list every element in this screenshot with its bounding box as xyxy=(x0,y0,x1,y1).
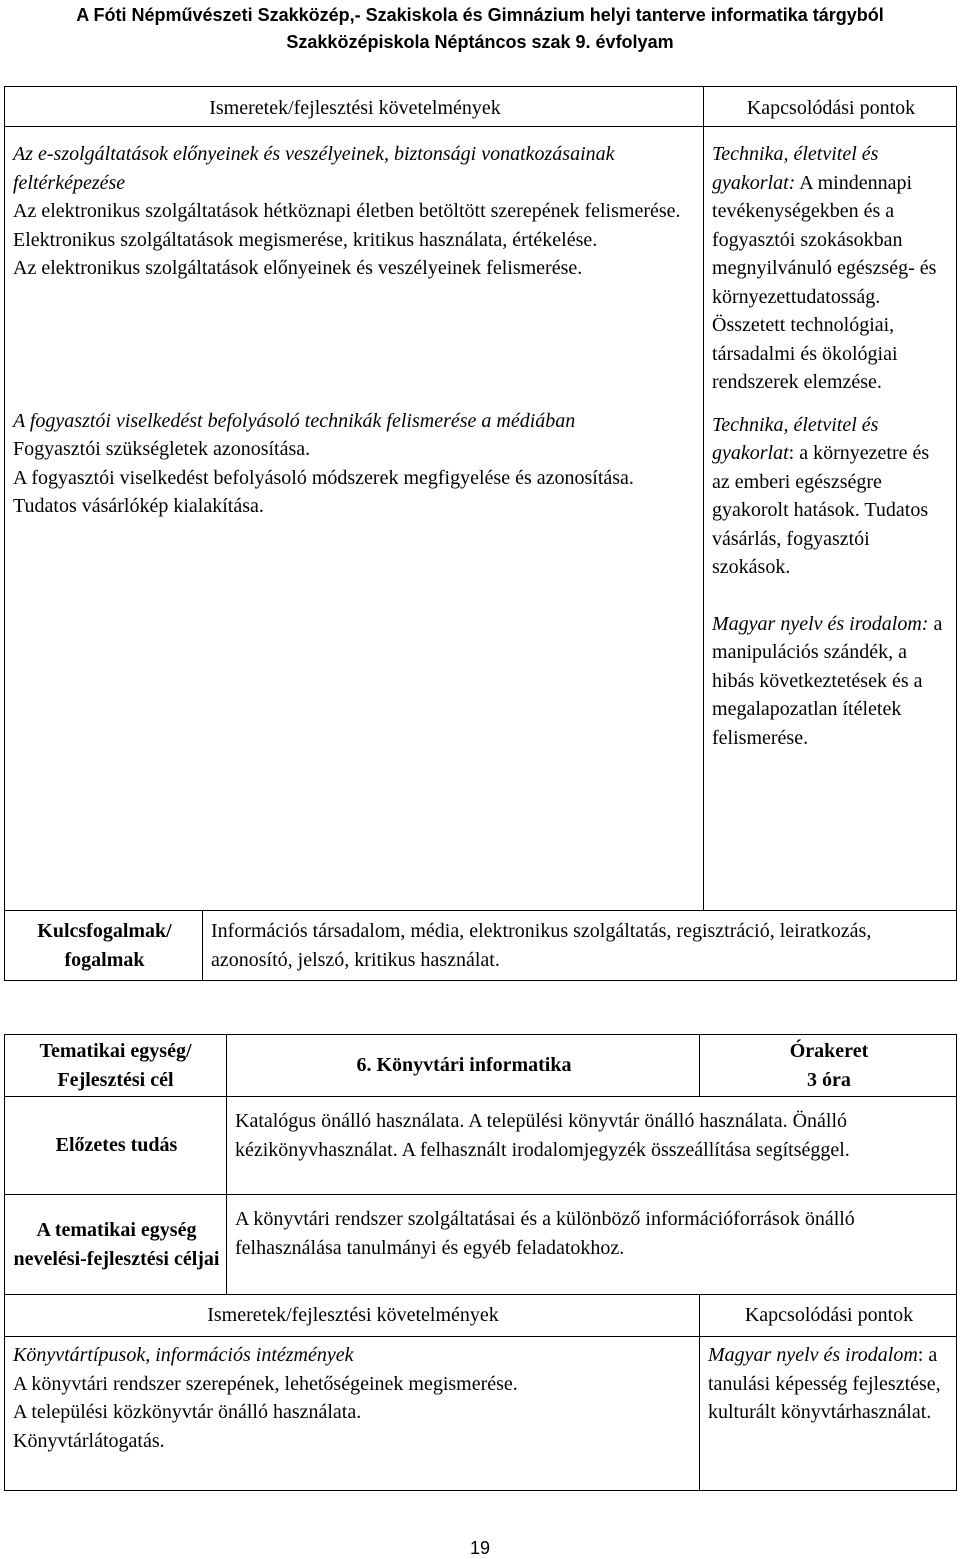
unit-requirements-header: Ismeretek/fejlesztési követelmények xyxy=(5,1295,700,1337)
unit-paragraph: A települési közkönyvtár önálló használata. xyxy=(13,1401,362,1423)
section-1-topic: Az e-szolgáltatások előnyeinek és veszélyeinek, biztonsági vonatkozásainak feltérképezése xyxy=(13,143,615,194)
unit-topic: Könyvtártípusok, információs intézmények xyxy=(13,1344,354,1366)
section-1-paragraph: Az elektronikus szolgáltatások előnyeinek és veszélyeinek felismerése. xyxy=(13,257,583,279)
link-block-3 xyxy=(712,610,950,753)
section-1-paragraph: Elektronikus szolgáltatások megismerése, kritikus használata, értékelése. xyxy=(13,228,598,251)
unit-paragraph: A könyvtári rendszer szerepének, lehetőségeinek megismerése. xyxy=(13,1372,518,1395)
link-subject: Technika, életvitel és gyakorlat: xyxy=(712,143,879,194)
link-text: : a környezetre és az emberi egészségre gyakorolt hatások. Tudatos vásárlás, fogyasztói szokások. xyxy=(712,442,930,578)
section-2-topic: A fogyasztói viselkedést befolyásoló technikák felismerése a médiában xyxy=(13,409,576,432)
link-subject: Magyar nyelv és irodalom: xyxy=(712,612,929,635)
requirements-content xyxy=(5,127,704,911)
section-2-paragraph: Fogyasztói szükségletek azonosítása. xyxy=(13,438,311,460)
requirements-table xyxy=(4,86,957,981)
page-header xyxy=(0,2,960,56)
keywords-text: Információs társadalom, média, elektronikus szolgáltatás, regisztráció, leiratkozás, azonosító, jelszó, kritikus használat. xyxy=(203,911,957,981)
link-text: : a tanulási képesség fejlesztése, kulturált könyvtárhasználat. xyxy=(708,1344,941,1423)
link-text: a manipulációs szándék, a hibás következtetések és a megalapozatlan ítéletek felismerése. xyxy=(712,612,943,749)
page-number: 19 xyxy=(469,1538,491,1558)
unit-title: 6. Könyvtári informatika xyxy=(227,1035,700,1097)
unit-links-content xyxy=(700,1337,957,1491)
hours-value: 3 óra xyxy=(807,1068,851,1091)
header-line-1: A Fóti Népművészeti Szakközép,- Szakiskola és Gimnázium helyi tanterve informatika tárgyból xyxy=(76,5,884,25)
unit-table xyxy=(4,1034,957,1491)
link-block-1 xyxy=(712,140,950,397)
prior-knowledge-label: Előzetes tudás xyxy=(5,1097,227,1195)
link-subject: Technika, életvitel és gyakorlat xyxy=(712,413,879,464)
link-text: A mindennapi tevékenységekben és a fogyasztói szokásokban megnyilvánuló egészség- és környezettudatosság. Összetett technológiai, társadalmi és ökológiai rendszerek elemzése. xyxy=(712,171,937,393)
keywords-label: Kulcsfogalmak/ fogalmak xyxy=(5,911,203,981)
goals-label: A tematikai egység nevelési-fejlesztési céljai xyxy=(5,1195,227,1295)
prior-knowledge-text: Katalógus önálló használata. A települési könyvtár önálló használata. Önálló kézikönyvhasználat. A felhasznált irodalomjegyzék összeállítása segítséggel. xyxy=(227,1097,957,1195)
unit-paragraph: Könyvtárlátogatás. xyxy=(13,1429,165,1452)
header-line-2: Szakközépiskola Néptáncos szak 9. évfolyam xyxy=(286,32,674,52)
section-1-paragraph: Az elektronikus szolgáltatások hétköznapi életben betöltött szerepének felismerése. xyxy=(13,200,681,222)
unit-requirements-content xyxy=(5,1337,700,1491)
links-content xyxy=(704,127,957,911)
links-header: Kapcsolódási pontok xyxy=(704,87,957,127)
hours-cell xyxy=(700,1035,957,1097)
unit-label: Tematikai egység/ Fejlesztési cél xyxy=(5,1035,227,1097)
requirements-header: Ismeretek/fejlesztési követelmények xyxy=(5,87,704,127)
section-2-paragraph: A fogyasztói viselkedést befolyásoló módszerek megfigyelése és azonosítása. Tudatos vásárlókép kialakítása. xyxy=(13,466,634,517)
hours-label: Órakeret xyxy=(789,1040,869,1062)
unit-links-header: Kapcsolódási pontok xyxy=(700,1295,957,1337)
link-block-2 xyxy=(712,411,950,582)
link-subject: Magyar nyelv és irodalom xyxy=(708,1344,918,1366)
goals-text: A könyvtári rendszer szolgáltatásai és a különböző információforrások önálló felhasználása tanulmányi és egyéb feladatokhoz. xyxy=(227,1195,957,1295)
